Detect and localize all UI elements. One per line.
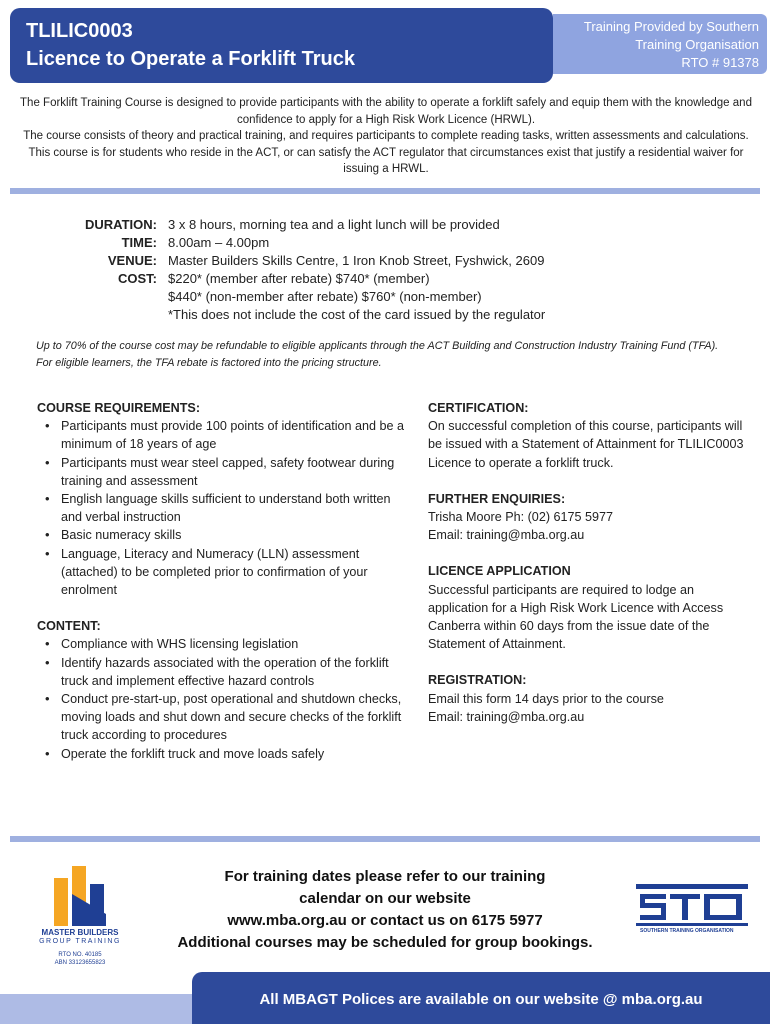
venue-row — [60, 252, 628, 270]
footer-accent — [0, 994, 192, 1024]
right-column — [428, 399, 748, 726]
divider-top — [10, 188, 760, 194]
certification-heading: CERTIFICATION: — [428, 401, 529, 415]
list-item: • Conduct pre-start-up, post operational and shutdown checks, moving loads and shut down and secure checks of the forklift truck according to procedures — [37, 690, 407, 745]
registration-text: Email this form 14 days prior to the course — [428, 691, 664, 706]
building-icon — [52, 864, 108, 926]
content-list — [37, 635, 407, 762]
list-item: • Participants must wear steel capped, safety footwear during training and assessment — [37, 454, 407, 490]
title-banner — [10, 8, 553, 83]
time-label: TIME: — [121, 235, 157, 250]
cost-note: *This does not include the cost of the card issued by the regulator — [168, 307, 546, 322]
provider-line-2: Training Organisation — [635, 37, 759, 52]
licence-heading: LICENCE APPLICATION — [428, 564, 571, 579]
cost-label: COST: — [118, 271, 157, 286]
licence-text: Successful participants are required to lodge an application for a High Risk Work Licence with Access Canberra within 60 days from the issue date of the Statement of Attainment. — [428, 582, 724, 652]
provider-line-1: Training Provided by Southern — [583, 19, 759, 34]
requirements-list — [37, 417, 407, 599]
mba-logo-subtext: GROUP TRAINING — [39, 938, 121, 945]
list-item: • Participants must provide 100 points of identification and be a minimum of 18 years of age — [37, 417, 407, 453]
venue-value: Master Builders Skills Centre, 1 Iron Knob Street, Fyshwick, 2609 — [168, 253, 545, 268]
website-contact[interactable]: www.mba.org.au or contact us on 6175 5977 — [227, 912, 543, 929]
mba-logo-rto: RTO NO. 40185 ABN 33123655823 — [54, 952, 106, 966]
duration-value: 3 x 8 hours, morning tea and a light lunch will be provided — [168, 217, 500, 232]
master-builders-logo — [34, 858, 126, 970]
divider-bottom — [10, 836, 760, 842]
content-heading: CONTENT: — [37, 619, 101, 634]
intro-paragraph-1: The Forklift Training Course is designed to provide participants with the ability to operate a forklift safely and equip them with the knowledge and confidence to apply for a High Risk Work Licence (HRWL). — [20, 97, 752, 126]
duration-row — [60, 216, 628, 234]
list-item: • Compliance with WHS licensing legislation — [37, 635, 407, 653]
provider-rto: RTO # 91378 — [681, 55, 759, 70]
venue-label: VENUE: — [107, 253, 157, 268]
sto-logo-icon — [636, 884, 748, 928]
training-dates-notice: For training dates please refer to our training calendar on our website www.mba.org.au or contact us on 6175 5977 Additional courses may be scheduled for group bookings. — [130, 866, 640, 954]
enquiries-contact: Trisha Moore Ph: (02) 6175 5977 — [428, 510, 614, 525]
mba-logo-text: MASTER BUILDERS — [41, 928, 119, 937]
course-details — [60, 216, 628, 324]
course-title: Licence to Operate a Forklift Truck — [26, 48, 355, 70]
registration-email: Email: training@mba.org.au — [428, 709, 585, 724]
list-item: • Operate the forklift truck and move loads safely — [37, 745, 407, 763]
cost-row — [60, 270, 628, 288]
time-value: 8.00am – 4.00pm — [168, 235, 270, 250]
footer-policies[interactable]: All MBAGT Polices are available on our website @ mba.org.au — [192, 972, 770, 1024]
cost-value-2: $440* (non-member after rebate) $760* (non-member) — [168, 289, 482, 304]
duration-label: DURATION: — [85, 217, 157, 232]
registration-heading: REGISTRATION: — [428, 673, 527, 688]
sto-logo — [636, 884, 748, 936]
tfa-rebate-note: Up to 70% of the course cost may be refundable to eligible applicants through the ACT Building and Construction Industry Training Fund (TFA). For eligible learners, the TFA rebate is factored into the pricing structure. — [36, 340, 719, 369]
cost-value-1: $220* (member after rebate) $740* (member) — [168, 271, 430, 286]
intro-text — [18, 95, 754, 178]
cost-row-3 — [60, 306, 628, 324]
time-row — [60, 234, 628, 252]
enquiries-email: Email: training@mba.org.au — [428, 528, 585, 543]
left-column — [37, 399, 407, 763]
provider-banner — [553, 14, 767, 74]
requirements-heading: COURSE REQUIREMENTS: — [37, 401, 201, 415]
list-item: • Identify hazards associated with the operation of the forklift truck and implement effective hazard controls — [37, 654, 407, 690]
certification-text: On successful completion of this course, participants will be issued with a Statement of Attainment for TLILIC0003 Licence to operate a forklift truck. — [428, 419, 744, 470]
cost-row-2 — [60, 288, 628, 306]
list-item: • Language, Literacy and Numeracy (LLN) assessment (attached) to be completed prior to confirmation of your enrolment — [37, 545, 407, 600]
list-item: • English language skills sufficient to understand both written and verbal instruction — [37, 490, 407, 526]
course-code: TLILIC0003 — [26, 20, 133, 42]
sto-logo-text: SOUTHERN TRAINING ORGANISATION — [640, 928, 734, 934]
list-item: • Basic numeracy skills — [37, 526, 407, 544]
intro-paragraph-2: The course consists of theory and practical training, and requires participants to complete reading tasks, written assessments and calculations. This course is for students who reside in the ACT, or can satisfy the ACT regulator that circumstances exist that justify a residential waiver for issuing a HRWL. — [23, 130, 749, 175]
enquiries-heading: FURTHER ENQUIRIES: — [428, 491, 566, 506]
